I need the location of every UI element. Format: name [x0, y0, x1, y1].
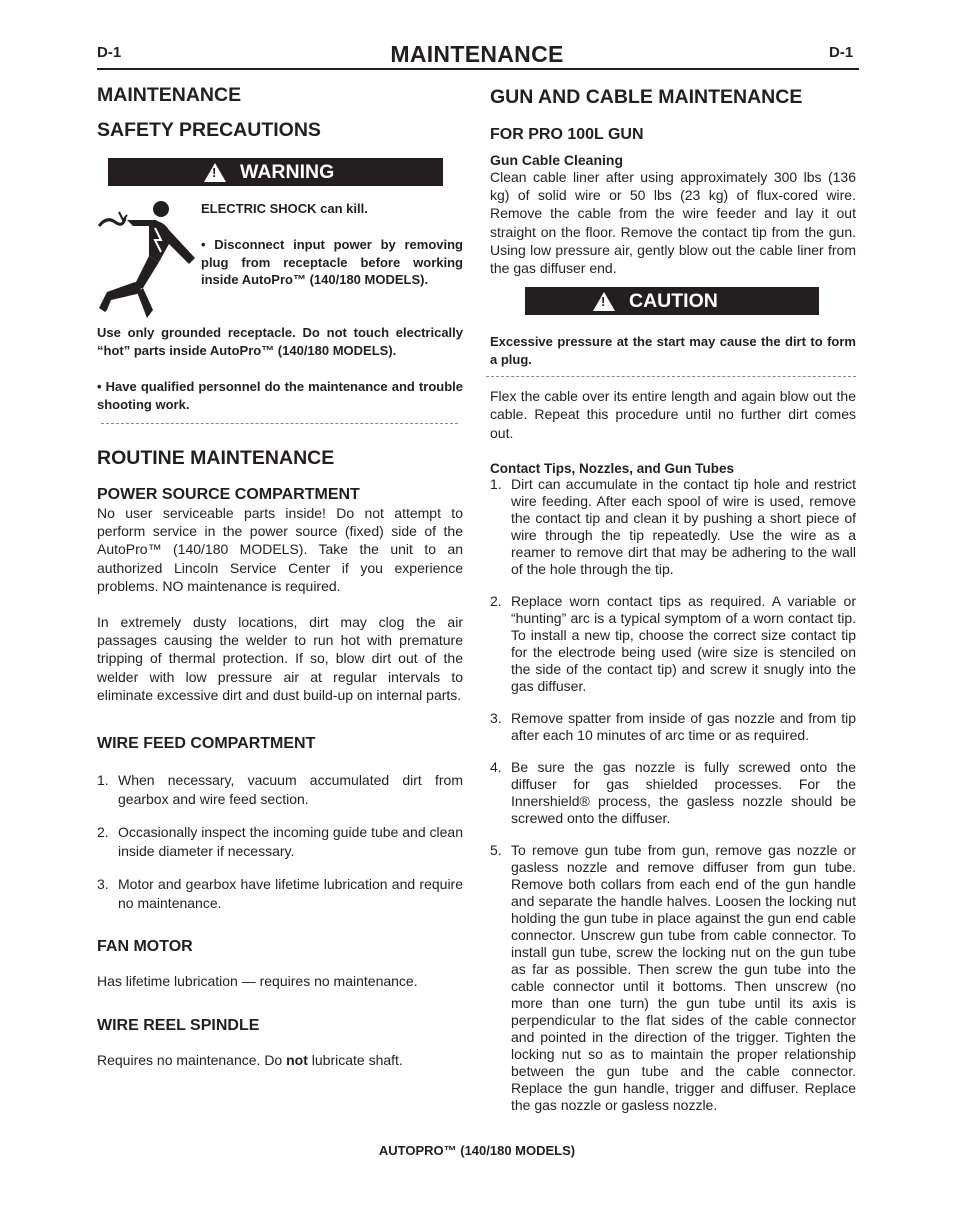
- fan-motor-text: Has lifetime lubrication — requires no maintenance.: [97, 973, 418, 990]
- list-item: 3. Motor and gearbox have lifetime lubrication and require no maintenance.: [97, 876, 463, 911]
- caution-triangle-icon: [593, 292, 615, 311]
- power-source-paragraph-1: No user serviceable parts inside! Do not attempt to perform service in the power source (fixed) side of the AutoPro™ (140/180 MODELS). Take the unit to an authorized Lincoln Service Center if you experience problems. NO maintenance is required.: [97, 505, 463, 594]
- electric-shock-icon: [97, 200, 201, 320]
- wire-reel-spindle-text: Requires no maintenance. Do not lubricate shaft.: [97, 1052, 403, 1069]
- gun-cable-heading: GUN AND CABLE MAINTENANCE: [490, 86, 803, 108]
- fan-motor-heading: FAN MOTOR: [97, 938, 193, 956]
- wire-feed-heading: WIRE FEED COMPARTMENT: [97, 735, 316, 753]
- routine-maintenance-heading: ROUTINE MAINTENANCE: [97, 447, 335, 469]
- divider: [486, 376, 856, 377]
- list-item: 1. Dirt can accumulate in the contact tip hole and restrict wire feeding. After each spool of wire is used, remove the contact tip and clean it by pushing a short piece of wire through the tip repeatedly. Use the wire as a reamer to remove dirt that may be adhering to the wall of the hole through the tip.: [490, 475, 856, 577]
- shock-title: ELECTRIC SHOCK can kill.: [201, 201, 368, 216]
- page-title: MAINTENANCE: [390, 41, 564, 67]
- power-source-paragraph-2: In extremely dusty locations, dirt may clog the air passages causing the welder to run hot with premature tripping of thermal protection. If so, blow dirt out of the welder with low pressure air at regular intervals to eliminate excessive dirt and dust build-up on internal parts.: [97, 614, 463, 703]
- warning-triangle-icon: [204, 163, 226, 182]
- list-item: 2. Occasionally inspect the incoming guide tube and clean inside diameter if necessary.: [97, 824, 463, 859]
- contact-tips-heading: Contact Tips, Nozzles, and Gun Tubes: [490, 460, 735, 476]
- warning-banner: [108, 158, 443, 186]
- list-item: 4. Be sure the gas nozzle is fully screwed onto the diffuser for gas shielded processes. For the Innershield® process, the gasless nozzle should be screwed onto the diffuser.: [490, 758, 856, 826]
- header-rule: [97, 68, 859, 70]
- footer-model: AUTOPRO™ (140/180 MODELS): [378, 1143, 576, 1158]
- qualified-personnel-text: • Have qualified personnel do the maintenance and trouble shooting work.: [97, 379, 463, 412]
- power-source-heading: POWER SOURCE COMPARTMENT: [97, 486, 360, 503]
- caution-text: Excessive pressure at the start may cause the dirt to form a plug.: [490, 334, 856, 368]
- list-item: 5. To remove gun tube from gun, remove gas nozzle or gasless nozzle and remove diffuser from gun tube. Remove both collars from each end of the gun handle and separate the handle halves. Loosen the locking nut holding the gun tube in place against the gun end cable connector. Unscrew gun tube from cable connector. To install gun tube, screw the locking nut on the gun tube as far as possible. Then screw the gun tube into the cable connector until it bottoms. Then unscrew (no more than one turn) the gun tube until its axis is perpendicular to the flat sides of the cable connector and pointed in the direction of the trigger. Tighten the locking nut so as to maintain the proper relationship between the gun tube and the cable connector. Replace the gun handle, trigger and diffuser. Replace the gas nozzle or gasless nozzle.: [490, 841, 856, 1113]
- page-number-right: D-1: [829, 44, 854, 61]
- maintenance-heading: MAINTENANCE: [97, 84, 242, 106]
- left-column: [97, 84, 463, 1069]
- caution-banner: [525, 287, 819, 315]
- list-item: 2. Replace worn contact tips as required. A variable or “hunting” arc is a typical symptom of a worn contact tip. To install a new tip, choose the correct size contact tip for the electrode being used (wire size is stenciled on the side of the contact tip) and screw it snugly into the gas diffuser.: [490, 592, 856, 694]
- wire-feed-list: [97, 771, 463, 912]
- list-item: 3. Remove spatter from inside of gas nozzle and from tip after each 10 minutes of arc time or as required.: [490, 709, 856, 743]
- page-number-left: D-1: [97, 44, 122, 61]
- electric-shock-block: [97, 200, 463, 336]
- right-column: [490, 86, 856, 1114]
- contact-tips-list: [490, 476, 856, 1114]
- cable-cleaning-text: Clean cable liner after using approximately 300 lbs (136 kg) of solid wire or 50 lbs (23 kg) of flux-cored wire. Remove the cable from the wire feeder and lay it out straight on the floor. Remove the contact tip from the gun. Using low pressure air, gently blow out the cable liner from the gas diffuser end.: [490, 169, 856, 277]
- shock-bullet: • Disconnect input power by removing plug from receptacle before working inside AutoPro™ (140/180 MODELS).: [201, 237, 463, 288]
- cable-cleaning-heading: Gun Cable Cleaning: [490, 152, 624, 168]
- warning-label: WARNING: [240, 160, 335, 183]
- list-item: 1. When necessary, vacuum accumulated dirt from gearbox and wire feed section.: [97, 772, 463, 807]
- caution-label: CAUTION: [629, 289, 718, 312]
- divider: [101, 423, 458, 424]
- pro-100l-heading: FOR PRO 100L GUN: [490, 126, 644, 143]
- grounded-receptacle-text: Use only grounded receptacle. Do not touch electrically “hot” parts inside AutoPro™ (140/180 MODELS).: [97, 325, 463, 358]
- flex-cable-text: Flex the cable over its entire length and again blow out the cable. Repeat this procedure until no further dirt comes out.: [490, 388, 856, 441]
- wire-reel-spindle-heading: WIRE REEL SPINDLE: [97, 1017, 260, 1035]
- safety-precautions-heading: SAFETY PRECAUTIONS: [97, 119, 321, 141]
